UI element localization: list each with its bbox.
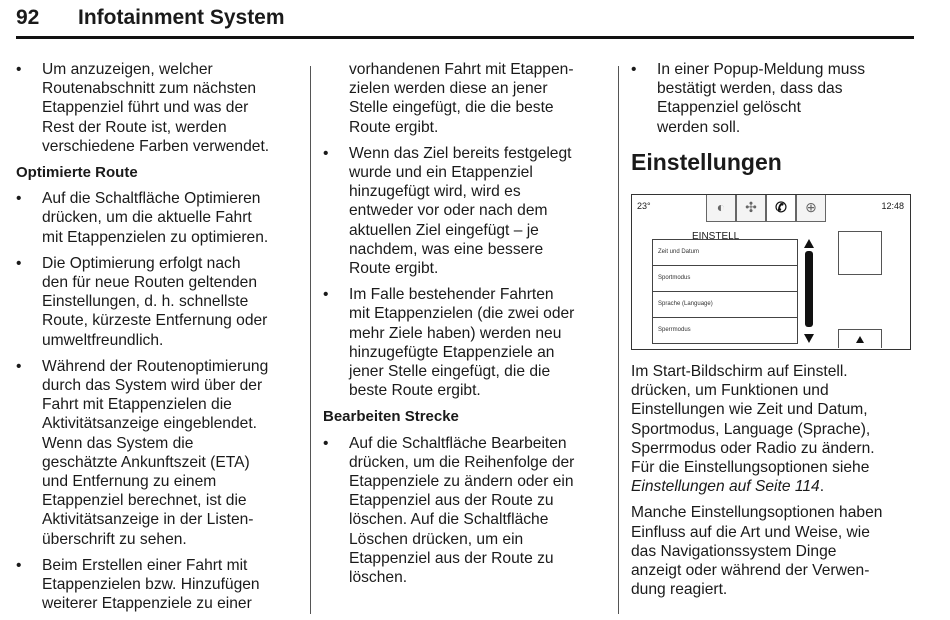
text-line: • Wenn das Ziel bereits festgelegt [349,144,572,162]
text-line: nachdem, was eine bessere [349,240,544,258]
text-line: Routenabschnitt zum nächsten [42,80,257,98]
list-item: Sprache (Language) [652,292,798,318]
phone-icon: ✆ [766,195,796,222]
text-line: Fahrt mit Etappenzielen die [42,396,232,414]
temperature-readout: 23° [637,201,651,212]
column-3 [631,60,915,606]
text-line: Sportmodus, Language (Sprache), [631,420,871,438]
text-line: Wenn das System die [42,434,194,452]
text-line: Aktivitätsanzeige eingeblendet. [42,415,257,433]
page-number: 92 [16,6,40,29]
text-line: drücken, um Funktionen und [631,382,829,400]
text-line: Route ergibt. [349,118,439,136]
add-icon: ⊕ [796,195,826,222]
text-line: mit Etappenzielen zu optimieren. [42,228,269,246]
page-header [16,6,914,39]
text-line: jener Stelle eingefügt, die die [349,363,551,381]
text-line: anzeigt oder während der Verwen- [631,562,870,580]
text-line: dung reagiert. [631,581,728,599]
bullet-continuation [323,60,607,137]
text-line: vorhandenen Fahrt mit Etappen- [349,61,574,78]
bullet-popup [631,60,915,137]
page-title: Infotainment System [78,6,285,29]
text-line: löschen. [349,569,408,587]
text-line: Etappenziel führt und was der [42,99,249,117]
bullet-aktivitaetsanzeige [16,357,298,549]
text-line: Sperrmodus oder Radio zu ändern. [631,439,875,457]
text-line: das Navigationssystem Dinge [631,542,837,560]
text-line: • Auf die Schaltfläche Bearbeiten [349,434,567,452]
screen-title: EINSTELL [692,231,740,243]
text-line: bestätigt werden, dass das [657,80,843,98]
text-line: Löschen drücken, um ein [349,530,524,548]
bullet-optimieren [16,189,298,247]
bullet-optimierung [16,254,298,350]
list-item: Zeit und Datum [652,240,798,266]
text-line: • Auf die Schaltfläche Optimieren [42,190,261,208]
scroll-down-arrow-icon [804,334,814,343]
screen-panel-box [838,231,882,275]
list-item: Sportmodus [652,266,798,292]
text-line: wurde und ein Etappenziel [349,164,533,182]
text-line: Manche Einstellungsoptionen haben [631,504,883,522]
text-line: Etappenziel aus der Route zu [349,492,554,510]
text-line [631,477,915,496]
scroll-up-arrow-icon [804,239,814,248]
text-line: den für neue Routen geltenden [42,274,258,292]
section-heading-einstellungen: Einstellungen [631,148,782,175]
list-item: Sperrmodus [652,318,798,344]
text-line: • Die Optimierung erfolgt nach [42,254,241,272]
text-line: Für die Einstellungsoptionen siehe [631,459,870,477]
paragraph-settings-options [631,503,915,599]
text-line: löschen. Auf die Schaltfläche [349,511,549,529]
column-divider-1 [310,66,311,614]
text-line: • In einer Popup-Meldung muss [657,61,866,78]
bullet-ziel-festgelegt [323,144,607,278]
sentence-end: . [819,478,825,496]
subheading-bearbeiten-strecke: Bearbeiten Strecke [323,408,459,426]
settings-screen-illustration [631,194,911,350]
text-line: • Beim Erstellen einer Fahrt mit [42,556,248,574]
text-line: umweltfreundlich. [42,331,164,349]
text-line: drücken, um die aktuelle Fahrt [42,209,252,227]
text-line: zielen werden diese an jener [349,80,548,98]
text-line: mit Etappenzielen (die zwei oder [349,305,575,323]
text-line: entweder vor oder nach dem [349,202,548,220]
column-1 [16,60,298,620]
text-line: Rest der Route ist, werden [42,118,227,136]
bullet-colors [16,60,298,156]
text-line: Route ergibt. [349,260,439,278]
column-2 [323,60,607,594]
text-line: Etappenziel berechnet, ist die [42,492,247,510]
screen-icon-bar [706,195,826,223]
scrollbar [802,239,816,343]
text-line: hinzugefügte Etappenziele an [349,343,555,361]
bullet-bestehende-fahrten [323,285,607,400]
text-line: und Entfernung zu einem [42,473,217,491]
screen-up-button [838,329,882,348]
text-line: Etappenziel aus der Route zu [349,549,554,567]
text-line: geschätzte Ankunftszeit (ETA) [42,453,250,471]
paragraph-start-screen [631,362,915,496]
text-line: Stelle eingefügt, die die beste [349,99,554,117]
text-line: • Um anzuzeigen, welcher [42,61,213,78]
settings-list [652,239,798,344]
settings-icon: ✣ [736,195,766,222]
triangle-up-icon [856,336,864,343]
text-line: Route, kürzeste Entfernung oder [42,312,268,330]
text-line: durch das System wird über der [42,377,263,395]
bullet-bearbeiten [323,434,607,588]
text-line: werden soll. [657,118,741,136]
text-line: Aktivitätsanzeige in der Listen- [42,511,254,529]
subheading-optimierte-route: Optimierte Route [16,164,138,182]
clock-readout: 12:48 [881,201,904,212]
text-line: weiterer Etappenziele zu einer [42,595,252,613]
text-line: überschrift zu sehen. [42,530,187,548]
bullet-erstellen [16,556,298,614]
text-line: Einfluss auf die Art und Weise, wie [631,523,870,541]
text-line: verschiedene Farben verwendet. [42,137,270,155]
text-line: aktuellen Ziel eingefügt – je [349,221,539,239]
text-line: Einstellungen wie Zeit und Datum, [631,401,868,419]
text-line: mehr Ziele haben) werden neu [349,324,562,342]
column-divider-2 [618,66,619,614]
text-line: Etappenziele zu ändern oder ein [349,473,574,491]
text-line: drücken, um die Reihenfolge der [349,453,575,471]
text-line: beste Route ergibt. [349,382,481,400]
text-line: Etappenziel gelöscht [657,99,801,117]
nav-icon: ◐ [706,195,736,222]
text-line: Im Start-Bildschirm auf Einstell. [631,363,848,381]
text-line: Etappenzielen bzw. Hinzufügen [42,576,260,594]
text-line: • Im Falle bestehender Fahrten [349,286,554,304]
text-line: Einstellungen, d. h. schnellste [42,293,249,311]
cross-reference-link[interactable]: Einstellungen auf Seite 114 [631,478,820,496]
scroll-thumb [805,251,813,327]
text-line: • Während der Routenoptimierung [42,357,269,375]
text-line: hinzugefügt wird, wird es [349,183,521,201]
